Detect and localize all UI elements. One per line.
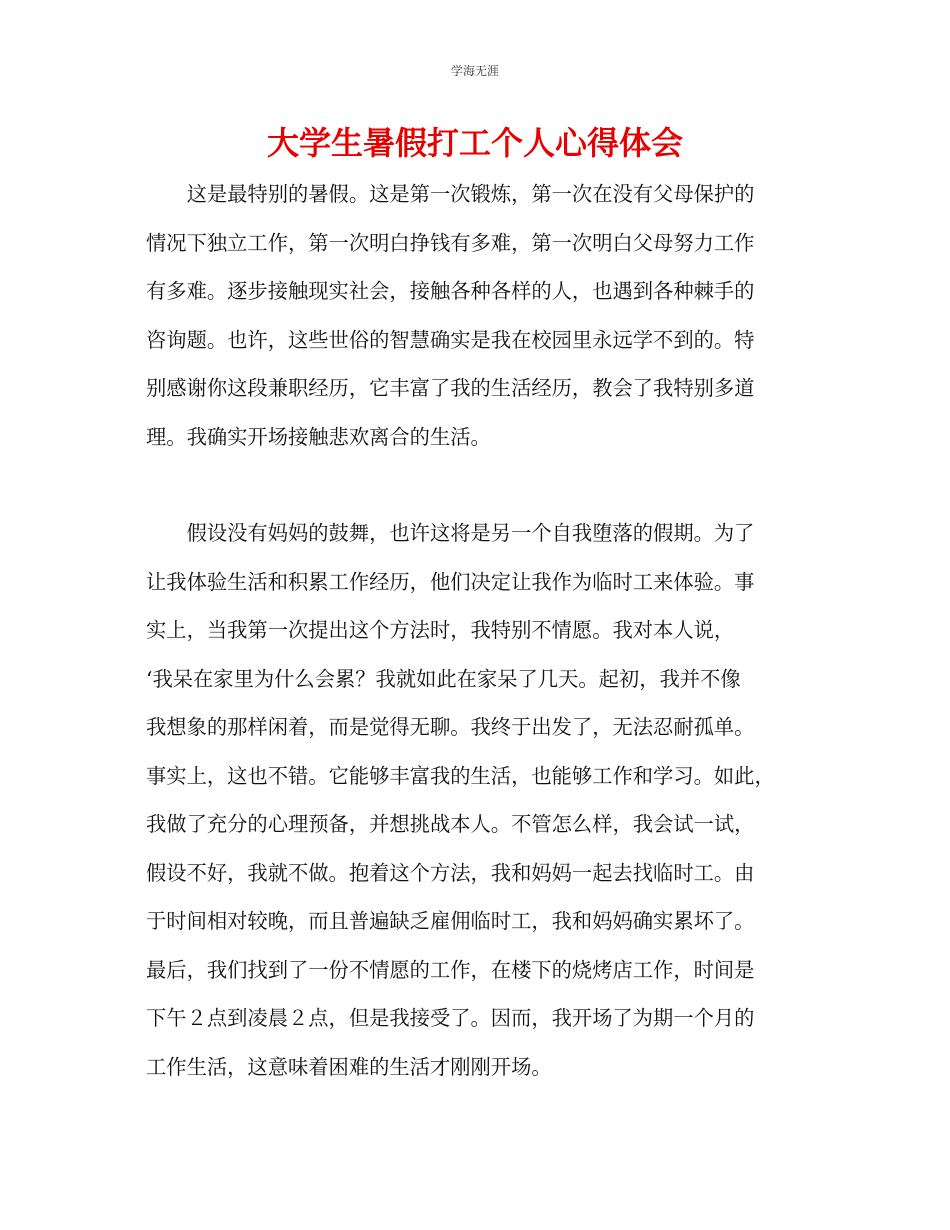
paragraph-line: 假设不好，我就不做。抱着这个方法，我和妈妈一起去找临时工。由 — [146, 860, 755, 885]
paragraph-line: 别感谢你这段兼职经历，它丰富了我的生活经历，教会了我特别多道 — [146, 376, 755, 400]
paragraph-line: 理。我确实开场接触悲欢离合的生活。 — [146, 424, 491, 449]
paragraph-line: 我做了充分的心理预备，并想挑战本人。不管怎么样，我会试一试， — [146, 812, 755, 836]
paragraph-line: 于时间相对较晚，而且普遍缺乏雇佣临时工，我和妈妈确实累坏了。 — [146, 909, 755, 933]
page-header: 学海无涯 — [450, 64, 499, 78]
document-title: 大学生暑假打工个人心得体会 — [266, 124, 683, 162]
paragraph-line: 工作生活，这意味着困难的生活才刚刚开场。 — [146, 1054, 552, 1079]
paragraph-line: 情况下独立工作，第一次明白挣钱有多难，第一次明白父母努力工作 — [146, 230, 755, 255]
paragraph-line: 下午２点到凌晨２点，但是我接受了。因而，我开场了为期一个月的 — [146, 1006, 755, 1030]
paragraph-line: 实上，当我第一次提出这个方法时，我特别不情愿。我对本人说， — [146, 618, 735, 642]
paragraph-line: 最后，我们找到了一份不情愿的工作，在楼下的烧烤店工作，时间是 — [146, 957, 755, 982]
paragraph-line: 有多难。逐步接触现实社会，接触各种各样的人，也遇到各种棘手的 — [146, 279, 755, 303]
paragraph-line: 让我体验生活和积累工作经历，他们决定让我作为临时工来体验。事 — [146, 569, 755, 594]
paragraph-line: 假设没有妈妈的鼓舞，也许这将是另一个自我堕落的假期。为了 — [146, 521, 755, 545]
paragraph-line: 这是最特别的暑假。这是第一次锻炼，第一次在没有父母保护的 — [146, 182, 755, 206]
paragraph-2 — [146, 509, 810, 1091]
paragraph-line: 我想象的那样闲着，而是觉得无聊。我终于出发了，无法忍耐孤单。 — [146, 715, 755, 739]
paragraph-1 — [146, 170, 810, 461]
paragraph-line: 咨询题。也许，这些世俗的智慧确实是我在校园里永远学不到的。特 — [146, 327, 755, 352]
paragraph-line: 事实上，这也不错。它能够丰富我的生活，也能够工作和学习。如此， — [146, 763, 775, 788]
paragraph-line: ‘我呆在家里为什么会累？我就如此在家呆了几天。起初，我并不像 — [146, 666, 741, 691]
